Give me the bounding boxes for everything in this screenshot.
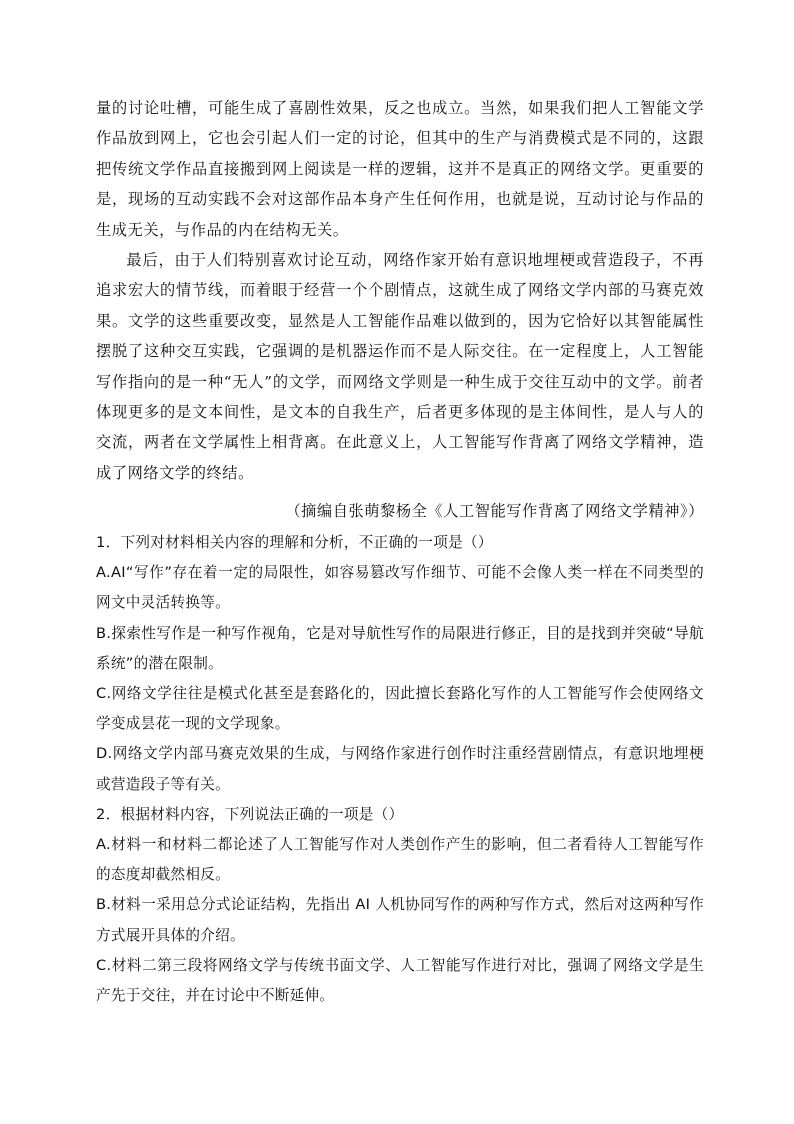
- question-1-option-c: C.网络文学往往是模式化甚至是套路化的，因此擅长套路化写作的人工智能写作会使网络文学变成昙花一现的文学现象。: [96, 685, 704, 733]
- question-1-option-d: D.网络文学内部马赛克效果的生成，与网络作家进行创作时注重经营剧情点，有意识地埋梗或营造段子等有关。: [96, 745, 704, 793]
- question-2-option-c: C.材料二第三段将网络文学与传统书面文学、人工智能写作进行对比，强调了网络文学是生产先于交往，并在讨论中不断延伸。: [96, 956, 704, 1005]
- question-2-option-a: A.材料一和材料二都论述了人工智能写作对人类创作产生的影响，但二者看待人工智能写作的态度却截然相反。: [96, 836, 704, 884]
- question-1-option-a: A.AI“写作”存在着一定的局限性，如容易篡改写作细节、可能不会像人类一样在不同类型的网文中灵活转换等。: [96, 564, 704, 612]
- question-2-stem: 2．根据材料内容，下列说法正确的一项是（）: [96, 805, 404, 823]
- passage-source: （摘编自张萌黎杨全《人工智能写作背离了网络文学精神》）: [285, 502, 704, 520]
- question-1-option-b: B.探索性写作是一种写作视角，它是对导航性写作的局限进行修正，目的是找到并突破“导航系统”的潜在限制。: [96, 624, 704, 672]
- passage-paragraph-2: 最后，由于人们特别喜欢讨论互动，网络作家开始有意识地埋梗或营造段子，不再追求宏大的情节线，而着眼于经营一个个剧情点，这就生成了网络文学内部的马赛克效果。文学的这些重要改变，显然是人工智能作品难以做到的，因为它恰好以其智能属性摆脱了这种交互实践，它强调的是机器运作而不是人际交往。在一定程度上，人工智能写作指向的是一种“无人”的文学，而网络文学则是一种生成于交往互动中的文学。前者体现更多的是文本间性，是文本的自我生产，后者更多体现的是主体间性，是人与人的交流，两者在文学属性上相背离。在此意义上，人工智能写作背离了网络文学精神，造成了网络文学的终结。: [96, 251, 704, 482]
- passage-paragraph-1: 量的讨论吐槽，可能生成了喜剧性效果，反之也成立。当然，如果我们把人工智能文学作品放到网上，它也会引起人们一定的讨论，但其中的生产与消费模式是不同的，这跟把传统文学作品直接搬到网上阅读是一样的逻辑，这并不是真正的网络文学。更重要的是，现场的互动实践不会对这部作品本身产生任何作用，也就是说，互动讨论与作品的生成无关，与作品的内在结构无关。: [96, 99, 704, 239]
- questions-section: [96, 528, 704, 1011]
- reading-passage: [96, 93, 704, 488]
- question-2-option-b: B.材料一采用总分式论证结构，先指出 AI 人机协同写作的两种写作方式，然后对这两种写作方式展开具体的介绍。: [96, 896, 704, 944]
- question-1-stem: 1．下列对材料相关内容的理解和分析，不正确的一项是（）: [96, 534, 493, 551]
